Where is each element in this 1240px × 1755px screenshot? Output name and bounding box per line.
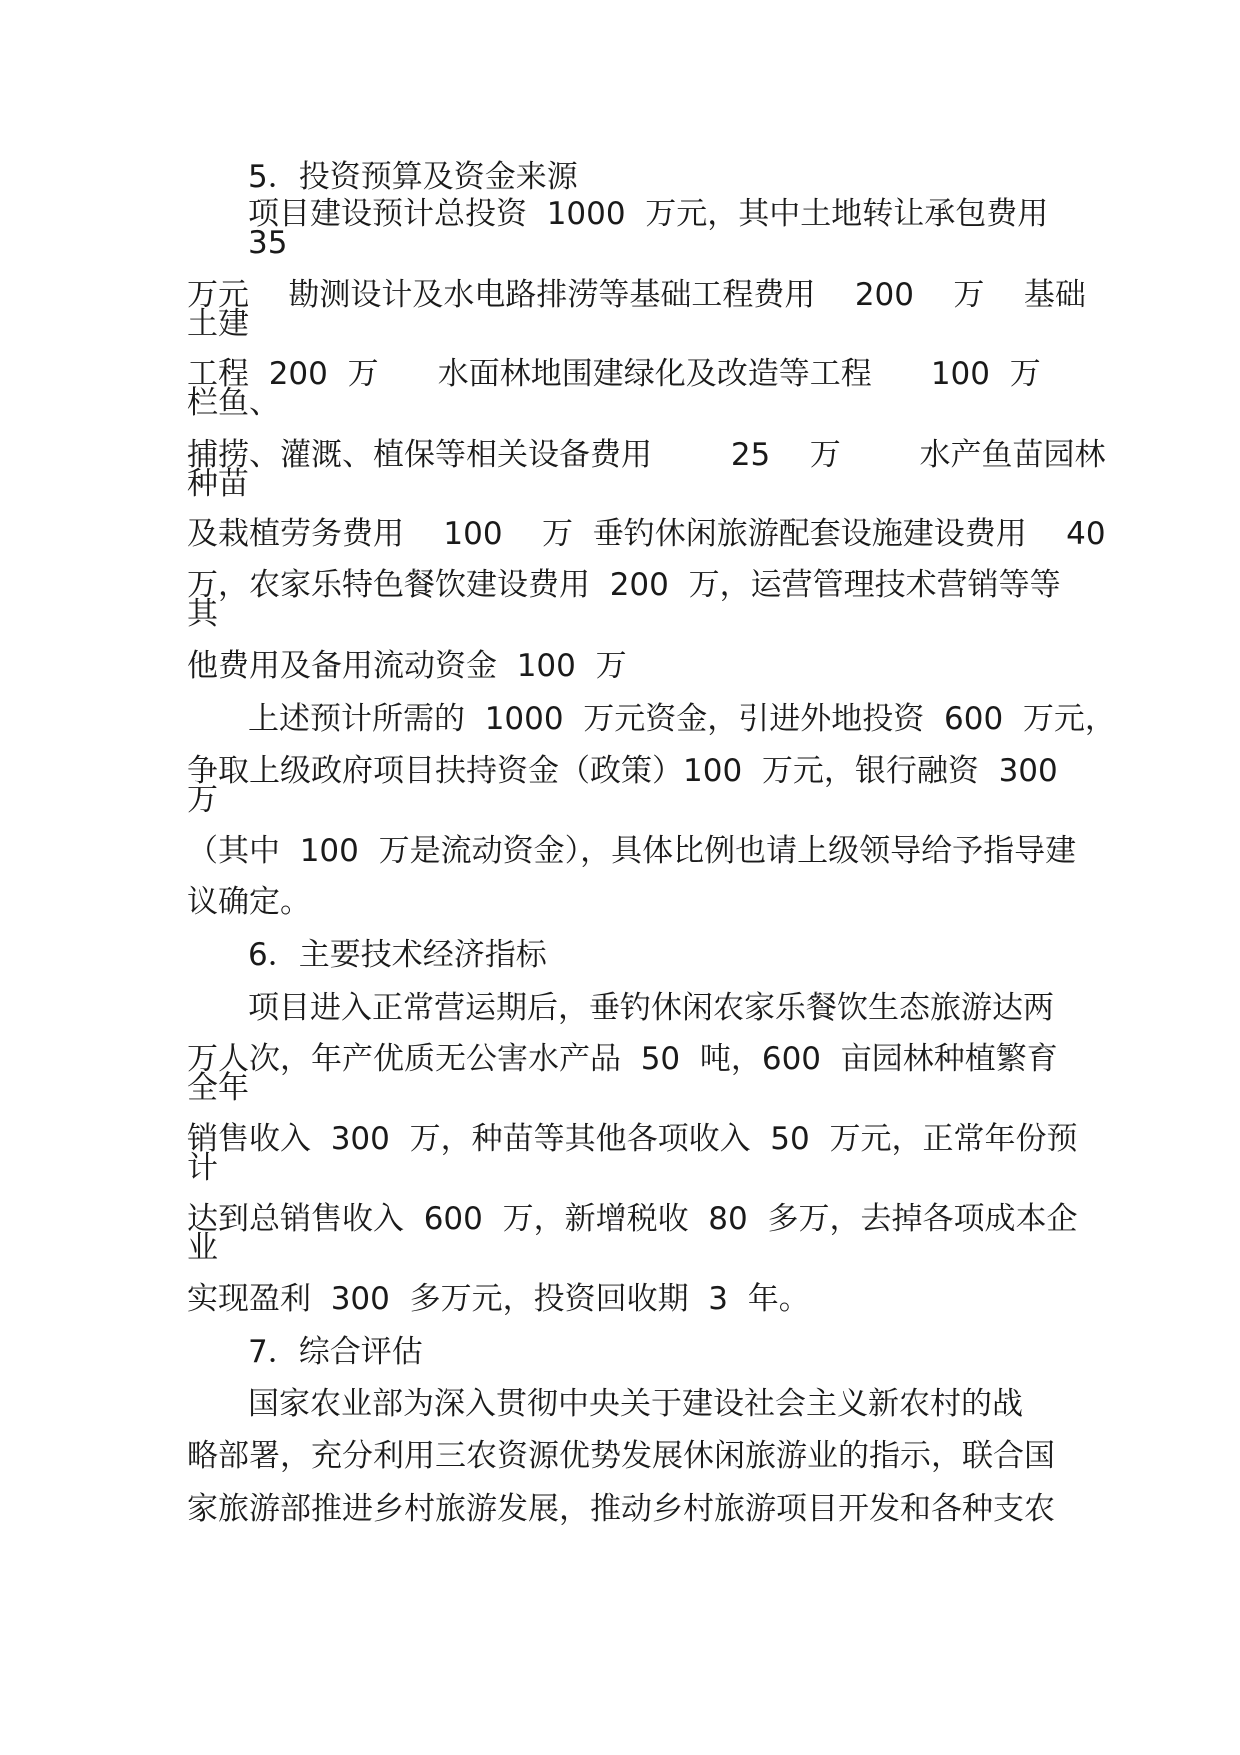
heading-economic-indicators: 6．主要技术经济指标 <box>248 937 547 973</box>
paragraph-line: 他费用及备用流动资金 100 万 <box>187 648 627 684</box>
paragraph-line: 国家农业部为深入贯彻中央关于建设社会主义新农村的战 <box>248 1386 1023 1422</box>
paragraph-line: 及栽植劳务费用 100 万 垂钓休闲旅游配套设施建设费用 40 <box>187 516 1106 552</box>
paragraph-line: 项目进入正常营运期后，垂钓休闲农家乐餐饮生态旅游达两 <box>248 990 1054 1026</box>
heading-comprehensive-assessment: 7．综合评估 <box>248 1334 423 1370</box>
heading-investment-budget: 5．投资预算及资金来源 <box>248 159 578 195</box>
paragraph-line: 争取上级政府项目扶持资金（政策）100 万元，银行融资 300 万 <box>187 753 1058 818</box>
paragraph-line: 达到总销售收入 600 万，新增税收 80 多万，去掉各项成本企 业 <box>187 1201 1078 1266</box>
paragraph-line: 实现盈利 300 多万元，投资回收期 3 年。 <box>187 1281 810 1317</box>
paragraph-line: 万元 勘测设计及水电路排涝等基础工程费用 200 万 基础 土建 <box>187 277 1086 342</box>
paragraph-line: 万人次，年产优质无公害水产品 50 吨，600 亩园林种植繁育 全年 <box>187 1041 1058 1106</box>
paragraph-line: 家旅游部推进乡村旅游发展，推动乡村旅游项目开发和各种支农 <box>187 1491 1055 1527</box>
paragraph-line: 议确定。 <box>187 884 311 920</box>
paragraph-line: 略部署，充分利用三农资源优势发展休闲旅游业的指示，联合国 <box>187 1438 1055 1474</box>
paragraph-line: 上述预计所需的 1000 万元资金，引进外地投资 600 万元， <box>248 701 1116 737</box>
paragraph-line: 捕捞、灌溉、植保等相关设备费用 25 万 水产鱼苗园林 种苗 <box>187 437 1106 502</box>
paragraph-line: （其中 100 万是流动资金），具体比例也请上级领导给予指导建 <box>187 833 1077 869</box>
paragraph-line: 销售收入 300 万，种苗等其他各项收入 50 万元，正常年份预 计 <box>187 1121 1078 1186</box>
paragraph-line: 工程 200 万 水面林地围建绿化及改造等工程 100 万 栏鱼、 <box>187 356 1041 421</box>
paragraph-line: 项目建设预计总投资 1000 万元，其中土地转让承包费用 35 <box>248 196 1049 261</box>
paragraph-line: 万，农家乐特色餐饮建设费用 200 万，运营管理技术营销等等 其 <box>187 567 1061 632</box>
